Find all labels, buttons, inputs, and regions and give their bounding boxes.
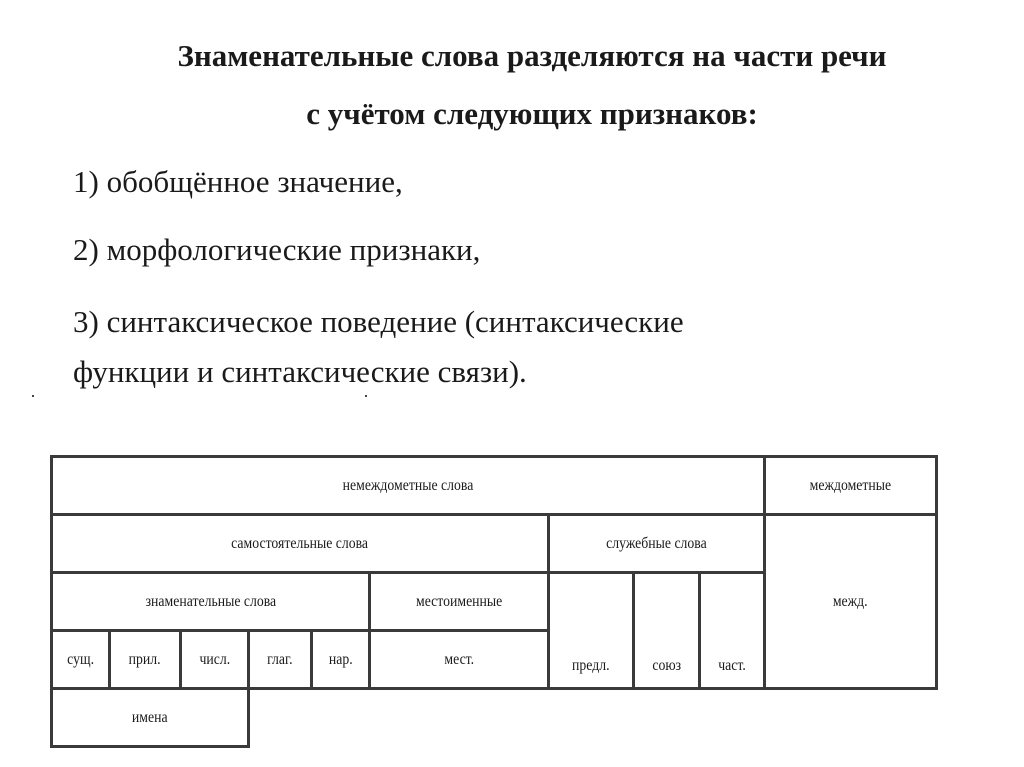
cell-label: междометные bbox=[809, 476, 892, 494]
criterion-3: 3) синтаксическое поведение (синтаксические bbox=[73, 304, 684, 339]
cell-preposition bbox=[547, 571, 635, 690]
cell-interjection-abbr bbox=[763, 513, 938, 690]
cell-label: нар. bbox=[328, 650, 353, 668]
cell-adjective bbox=[108, 629, 182, 690]
cell-label: местоименные bbox=[415, 592, 503, 610]
criterion-3-continuation: функции и синтаксические связи). bbox=[73, 354, 527, 389]
cell-label: служебные слова bbox=[606, 534, 707, 552]
cell-notional-words bbox=[50, 571, 371, 632]
scan-speck bbox=[32, 395, 34, 397]
cell-non-interjection-words bbox=[50, 455, 766, 516]
cell-label: прил. bbox=[129, 650, 161, 668]
cell-pronoun bbox=[368, 629, 550, 690]
criterion-1: 1) обобщённое значение, bbox=[73, 164, 403, 199]
cell-label: числ. bbox=[199, 650, 230, 668]
cell-label: сущ. bbox=[67, 650, 94, 668]
cell-label: имена bbox=[132, 708, 168, 726]
criterion-2: 2) морфологические признаки, bbox=[73, 232, 481, 267]
cell-conjunction bbox=[632, 571, 701, 690]
cell-label: самостоятельные слова bbox=[231, 534, 369, 552]
cell-independent-words bbox=[50, 513, 550, 574]
cell-label: мест. bbox=[444, 650, 474, 668]
cell-adverb bbox=[310, 629, 371, 690]
scan-speck bbox=[365, 395, 367, 397]
heading-line-2: с учётом следующих признаков: bbox=[306, 96, 758, 131]
cell-label: межд. bbox=[833, 592, 868, 610]
cell-particle bbox=[698, 571, 766, 690]
cell-pronominal-words bbox=[368, 571, 550, 632]
cell-label: союз bbox=[652, 657, 681, 674]
heading-line-1: Знаменательные слова разделяются на части речи bbox=[177, 38, 887, 73]
cell-noun bbox=[50, 629, 111, 690]
cell-interjection-words bbox=[763, 455, 938, 516]
cell-label: глаг. bbox=[267, 650, 293, 668]
cell-verb bbox=[247, 629, 313, 690]
cell-names bbox=[50, 687, 250, 748]
cell-label: предл. bbox=[572, 657, 610, 674]
cell-label: знаменательные слова bbox=[145, 592, 276, 610]
cell-auxiliary-words bbox=[547, 513, 766, 574]
cell-numeral bbox=[179, 629, 250, 690]
cell-label: немеждометные слова bbox=[342, 476, 474, 494]
cell-label: част. bbox=[718, 657, 746, 674]
